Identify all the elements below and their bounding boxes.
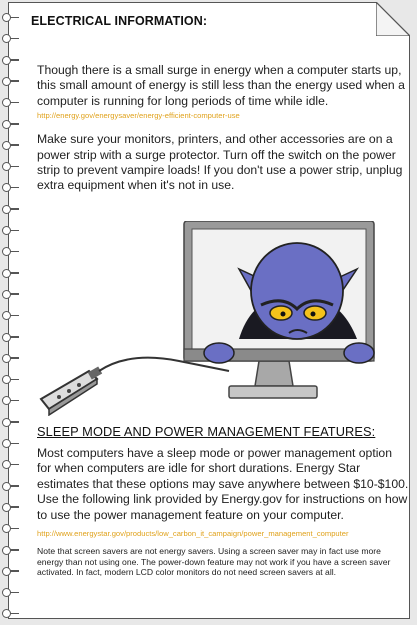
binding-ring — [2, 524, 11, 533]
binding-ring — [2, 56, 11, 65]
power-strip — [41, 367, 102, 415]
binding-ring — [2, 311, 11, 320]
binding-ring — [2, 98, 11, 107]
binding-ring — [2, 567, 11, 576]
binding-ring — [2, 333, 11, 342]
binding-ring — [2, 375, 11, 384]
binding-ring — [2, 396, 11, 405]
binding-ring — [2, 77, 11, 86]
binding-ring — [2, 418, 11, 427]
binding-ring — [2, 482, 11, 491]
link-energy-star[interactable]: http://www.energystar.gov/products/low_carbon_it_campaign/power_management_computer — [37, 529, 349, 539]
paragraph-surge: Though there is a small surge in energy when a computer starts up, this small amount of energy is still less than the energy used when a computer is running for long periods of time while idle. — [37, 63, 405, 108]
binding-ring — [2, 162, 11, 171]
note-screen-savers: Note that screen savers are not energy savers. Using a screen saver may in fact use more energy than not using one. The power-down feature may not work if you have a screen saver activated. In fact, modern LCD color monitors do not need screen savers at all. — [37, 546, 391, 578]
binding-ring — [2, 205, 11, 214]
binding-ring — [2, 503, 11, 512]
spiral-binding — [2, 3, 18, 620]
binding-ring — [2, 120, 11, 129]
notebook-page — [8, 2, 410, 619]
vampire-monitor-illustration — [39, 221, 394, 416]
binding-ring — [2, 34, 11, 43]
paragraph-power-strip: Make sure your monitors, printers, and other accessories are on a power strip with a surge protector. Turn off the switch on the power strip to prevent vampire loads! If you don't use a power strip, unplug extra equipment when it's not in use. — [37, 132, 403, 193]
paragraph-sleep-mode: Most computers have a sleep mode or power management option for when computers are idle for short durations. Energy Star estimates that these options may save anywhere between $10-$100. Use the following link provided by Energy.gov for instructions on how to use the power management feature on your computer. — [37, 446, 409, 522]
link-energy-gov[interactable]: http://energy.gov/energysaver/energy-efficient-computer-use — [37, 111, 240, 121]
page-content — [31, 11, 409, 194]
binding-ring — [2, 141, 11, 150]
page-content-lower — [37, 424, 409, 578]
binding-ring — [2, 609, 11, 618]
section-heading-electrical: ELECTRICAL INFORMATION: — [31, 14, 208, 28]
binding-ring — [2, 247, 11, 256]
binding-ring — [2, 354, 11, 363]
binding-ring — [2, 183, 11, 192]
section-heading-sleep-mode: SLEEP MODE AND POWER MANAGEMENT FEATURES: — [37, 424, 376, 439]
binding-ring — [2, 546, 11, 555]
binding-ring — [2, 588, 11, 597]
monitor-stand — [229, 361, 317, 398]
binding-ring — [2, 439, 11, 448]
binding-ring — [2, 290, 11, 299]
binding-ring — [2, 269, 11, 278]
binding-ring — [2, 226, 11, 235]
binding-ring — [2, 460, 11, 469]
binding-ring — [2, 13, 11, 22]
